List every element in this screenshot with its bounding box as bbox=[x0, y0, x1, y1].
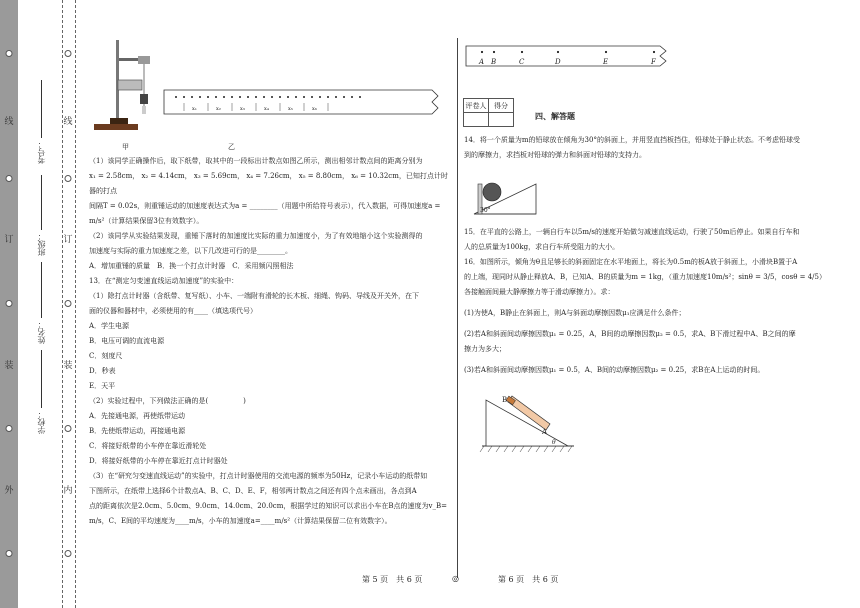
q15-q16-text bbox=[464, 225, 834, 378]
inner-dashed-rule bbox=[62, 0, 63, 608]
option-d: D．将接好纸带的小车停在靠近打点计时器处 bbox=[89, 457, 228, 465]
binding-hole-icon bbox=[65, 175, 72, 182]
school-field-label: 学校： bbox=[37, 410, 46, 434]
outer-mark: 装 bbox=[4, 361, 14, 371]
question-16-line: 16．如图所示，倾角为θ且足够长的斜面固定在水平地面上，将长为0.5m的板A放于斜面上，小滑块B置于A bbox=[464, 258, 798, 266]
label-b: B bbox=[502, 396, 508, 404]
fig-q14-ball-on-slope bbox=[470, 176, 540, 218]
fig-label-yi: 乙 bbox=[228, 143, 235, 151]
score-cell[interactable] bbox=[489, 113, 514, 127]
page-divider bbox=[457, 38, 458, 578]
tape-point-a: A bbox=[479, 58, 485, 66]
grader-cell[interactable] bbox=[464, 113, 489, 127]
question-15-line: 人的总质量为100kg，求自行车所受阻力的大小。 bbox=[464, 243, 620, 251]
option-e: E．天平 bbox=[89, 382, 116, 390]
inner-mark: 装 bbox=[63, 361, 73, 371]
page-number-right: 第 6 页 共 6 页 bbox=[498, 575, 559, 584]
tape-label-x2: x₂ bbox=[216, 106, 221, 112]
fig-tape-abcdef bbox=[464, 44, 674, 70]
text-line: 下图所示，在纸带上选择6个计数点A、B、C、D、E、F，相邻两计数点之间还有四个点未画出，各点到A bbox=[89, 487, 417, 495]
option-b: B．电压可调的直流电源 bbox=[89, 337, 165, 345]
center-mark-icon: ◎ bbox=[452, 574, 459, 583]
text-line: （2）该同学从实验结果发现，重锤下落时的加速度比实际的重力加速度小，为了有效地缩小这个实验测得的 bbox=[89, 232, 423, 240]
option-a: A．先接通电源，再使纸带运动 bbox=[89, 412, 186, 420]
binding-hole-icon bbox=[65, 425, 72, 432]
q14-text bbox=[464, 133, 834, 163]
outer-mark: 外 bbox=[4, 486, 14, 496]
tape-point-f: F bbox=[651, 58, 656, 66]
left-question-text bbox=[89, 154, 453, 529]
text-line: （1）除打点计时器（含纸带、复写纸）、小车、一端附有滑轮的长木板、细绳、钩码、导线及开关外，在下 bbox=[89, 292, 419, 300]
question-15-line: 15．在平直的公路上，一辆自行车以5m/s的速度开始做匀减速直线运动，行驶了50m后停止。如果自行车和 bbox=[464, 228, 800, 236]
section-title: 四、解答题 bbox=[535, 111, 575, 121]
text-line: （2）实验过程中，下列做法正确的是( ) bbox=[89, 397, 246, 405]
tape-label-x3: x₃ bbox=[240, 106, 245, 112]
question-16-line: 的上端，现同时从静止释放A、B，已知A、B的质量为m = 1kg，（重力加速度10m/s²；sinθ = 3/5，cosθ = 4/5） bbox=[464, 273, 826, 281]
option-c: C．将接好纸带的小车停在靠近滑轮处 bbox=[89, 442, 207, 450]
binding-hole-icon bbox=[6, 50, 13, 57]
question-13-title: 13．在“测定匀变速直线运动加速度”的实验中： bbox=[89, 277, 239, 285]
binding-hole-icon bbox=[6, 550, 13, 557]
question-16-part-1: (1)为使A，B静止在斜面上，则A与斜面动摩擦因数μ₁应满足什么条件； bbox=[464, 309, 686, 317]
exam-no-field-line[interactable] bbox=[41, 80, 42, 138]
question-16-line: 各接触面间最大静摩擦力等于滑动摩擦力）。求： bbox=[464, 288, 615, 296]
binding-hole-icon bbox=[65, 550, 72, 557]
name-field-line[interactable] bbox=[41, 262, 42, 318]
angle-label-30: 30° bbox=[480, 207, 491, 214]
class-field-line[interactable] bbox=[41, 175, 42, 230]
label-theta: θ bbox=[552, 439, 556, 446]
text-line: （1）该同学正确操作后，取下纸带，取其中的一段标出计数点如图乙所示，测出相邻计数点间的距离分别为 bbox=[89, 157, 423, 165]
option-d: D．秒表 bbox=[89, 367, 116, 375]
text-line: x₁ = 2.58cm， x₂ = 4.14cm， x₃ = 5.69cm， x₄ = 7.26cm， x₅ = 8.80cm， x₆ = 10.32cm，已知打点计时器的打点 bbox=[89, 172, 448, 195]
question-16-part-2: (2)若A和斜面间动摩擦因数μ₁ = 0.25，A，B间的动摩擦因数μ₂ = 0.5，求A、B下滑过程中A、B之间的摩 bbox=[464, 330, 796, 338]
grader-header: 评卷人 bbox=[464, 99, 489, 113]
text-line: 间隔T = 0.02s，则重锤运动的加速度表达式为a = ________（用题中所给符号表示），代入数据，可得加速度a = bbox=[89, 202, 441, 210]
inner-mark: 线 bbox=[63, 117, 73, 127]
inner-mark: 内 bbox=[63, 486, 73, 496]
question-14-line: 到的摩擦力，求挡板对铅球的弹力和斜面对铅球的支持力。 bbox=[464, 151, 646, 159]
option-b: B．先使纸带运动，再接通电源 bbox=[89, 427, 186, 435]
fig-q16-block-on-incline bbox=[478, 392, 578, 454]
tape-label-x4: x₄ bbox=[264, 106, 269, 112]
tape-point-e: E bbox=[603, 58, 609, 66]
question-16-part-3: (3)若A和斜面间动摩擦因数μ₁ = 0.5，A、B间的动摩擦因数μ₂ = 0.25，求B在A上运动的时间。 bbox=[464, 366, 765, 374]
class-field-label: 班级： bbox=[37, 232, 46, 256]
fig-tape-yi bbox=[162, 88, 444, 118]
tape-point-d: D bbox=[555, 58, 561, 66]
binding-hole-icon bbox=[65, 300, 72, 307]
text-line: 加速度与实际的重力加速度之差，以下几改进可行的是________。 bbox=[89, 247, 292, 255]
binding-hole-icon bbox=[65, 50, 72, 57]
binding-hole-icon bbox=[6, 425, 13, 432]
fig-label-jia: 甲 bbox=[122, 143, 129, 151]
text-line: m/s²（计算结果保留3位有效数字）。 bbox=[89, 217, 204, 225]
school-field-line[interactable] bbox=[41, 350, 42, 408]
question-16-part-2: 擦力为多大； bbox=[464, 345, 506, 353]
option-c: C．刻度尺 bbox=[89, 352, 123, 360]
text-line: A．增加重锤的质量 B．换一个打点计时器 C．采用频闪照相法 bbox=[89, 262, 294, 270]
text-line: m/s，C、E间的平均速度为____m/s，小车的加速度a=____m/s²（计算结果保留二位有效数字）。 bbox=[89, 517, 392, 525]
option-a: A．学生电源 bbox=[89, 322, 130, 330]
binding-hole-icon bbox=[6, 175, 13, 182]
inner-mark: 订 bbox=[63, 235, 73, 245]
binding-hole-icon bbox=[6, 300, 13, 307]
outer-mark: 线 bbox=[4, 117, 14, 127]
exam-no-field-label: 考号： bbox=[37, 140, 46, 164]
tape-point-c: C bbox=[519, 58, 525, 66]
label-a: A bbox=[542, 428, 548, 436]
page-number-left: 第 5 页 共 6 页 bbox=[362, 575, 423, 584]
outer-mark: 订 bbox=[4, 235, 14, 245]
tape-label-x6: x₆ bbox=[312, 106, 317, 112]
text-line: 面的仪器和器材中，必须使用的有____（填选项代号） bbox=[89, 307, 257, 315]
text-line: （3）在“研究匀变速直线运动”的实验中，打点计时器使用的交流电源的频率为50Hz，记录小车运动的纸带如 bbox=[89, 472, 428, 480]
name-field-label: 姓名： bbox=[37, 320, 46, 344]
tape-point-b: B bbox=[491, 58, 497, 66]
text-line: 点的距离依次是2.0cm、5.0cm、9.0cm、14.0cm、20.0cm，根据学过的知识可以求出小车在B点的速度为v_B= bbox=[89, 502, 447, 510]
outer-dashed-rule bbox=[75, 0, 76, 608]
tape-label-x5: x₅ bbox=[288, 106, 293, 112]
score-header: 得分 bbox=[489, 99, 514, 113]
score-table bbox=[463, 98, 514, 127]
tape-label-x1: x₁ bbox=[192, 106, 197, 112]
question-14-line: 14．将一个质量为m的铅球放在倾角为30°的斜面上，并用竖直挡板挡住，铅球处于静止状态。不考虑铅球受 bbox=[464, 136, 800, 144]
